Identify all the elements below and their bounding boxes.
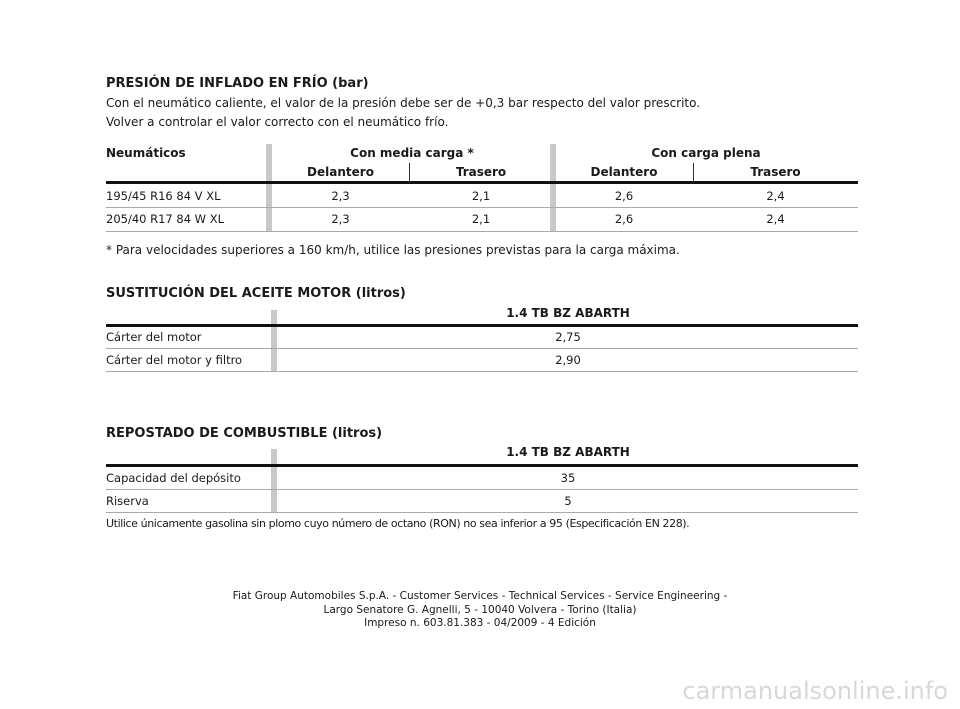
col-half-load-header: Con media carga *	[350, 146, 474, 160]
half-front-value: 2,3	[331, 212, 350, 226]
fuel-engine-header: 1.4 TB BZ ABARTH	[506, 445, 630, 459]
oil-row-value: 2,75	[555, 330, 581, 344]
footer-line-3: Impreso n. 603.81.383 - 04/2009 - 4 Edición	[364, 617, 596, 629]
half-rear-value: 2,1	[471, 189, 491, 203]
divider-bar	[271, 449, 277, 513]
row-rule	[106, 207, 858, 208]
col-full-load-header: Con carga plena	[651, 146, 761, 160]
oil-title: SUSTITUCIÓN DEL ACEITE MOTOR (litros)	[106, 286, 406, 301]
pressure-text-2: Volver a controlar el valor correcto con el neumático frío.	[106, 115, 449, 129]
sub-rear-half: Trasero	[455, 165, 507, 179]
full-rear-value: 2,4	[766, 189, 785, 203]
fuel-row-label: Capacidad del depósito	[106, 471, 241, 485]
oil-row-label: Cárter del motor y filtro	[106, 353, 243, 367]
fuel-row-value: 5	[564, 494, 572, 508]
pressure-title: PRESIÓN DE INFLADO EN FRÍO (bar)	[106, 76, 369, 91]
fuel-row-value: 35	[560, 471, 576, 485]
sub-front-full: Delantero	[590, 165, 658, 179]
half-rear-value: 2,1	[471, 212, 491, 226]
pressure-text-1: Con el neumático caliente, el valor de la presión debe ser de +0,3 bar respecto del valor prescrito.	[106, 96, 701, 110]
divider-line	[409, 163, 410, 182]
oil-row-value: 2,90	[555, 353, 581, 367]
header-rule	[106, 464, 858, 467]
full-front-value: 2,6	[614, 212, 634, 226]
watermark: carmanualsonline.info	[682, 677, 948, 705]
oil-row-label: Cárter del motor	[106, 330, 202, 344]
row-rule	[106, 512, 858, 513]
fuel-row-label: Riserva	[106, 494, 149, 508]
tyre-size: 205/40 R17 84 W XL	[106, 212, 224, 226]
full-rear-value: 2,4	[766, 212, 785, 226]
header-rule	[106, 181, 858, 184]
sub-rear-full: Trasero	[750, 165, 801, 179]
fuel-title: REPOSTADO DE COMBUSTIBLE (litros)	[106, 426, 383, 441]
row-rule	[106, 348, 858, 349]
half-front-value: 2,3	[331, 189, 350, 203]
header-rule	[106, 324, 858, 327]
footer-line-2: Largo Senatore G. Agnelli, 5 - 10040 Volvera - Torino (Italia)	[323, 604, 637, 616]
row-rule	[106, 231, 858, 232]
divider-line	[693, 163, 694, 182]
footer-line-1: Fiat Group Automobiles S.p.A. - Customer Services - Technical Services - Service Engineering -	[232, 590, 728, 602]
col-tyres-header: Neumáticos	[106, 146, 186, 160]
divider-bar	[271, 310, 277, 372]
sub-front-half: Delantero	[307, 165, 374, 179]
fuel-note: Utilice únicamente gasolina sin plomo cuyo número de octano (RON) no sea inferior a 95 (Especificación EN 228).	[106, 517, 690, 530]
pressure-note: * Para velocidades superiores a 160 km/h, utilice las presiones previstas para la carga máxima.	[106, 243, 680, 257]
full-front-value: 2,6	[614, 189, 634, 203]
row-rule	[106, 371, 858, 372]
row-rule	[106, 489, 858, 490]
oil-engine-header: 1.4 TB BZ ABARTH	[506, 306, 630, 320]
tyre-size: 195/45 R16 84 V XL	[106, 189, 221, 203]
